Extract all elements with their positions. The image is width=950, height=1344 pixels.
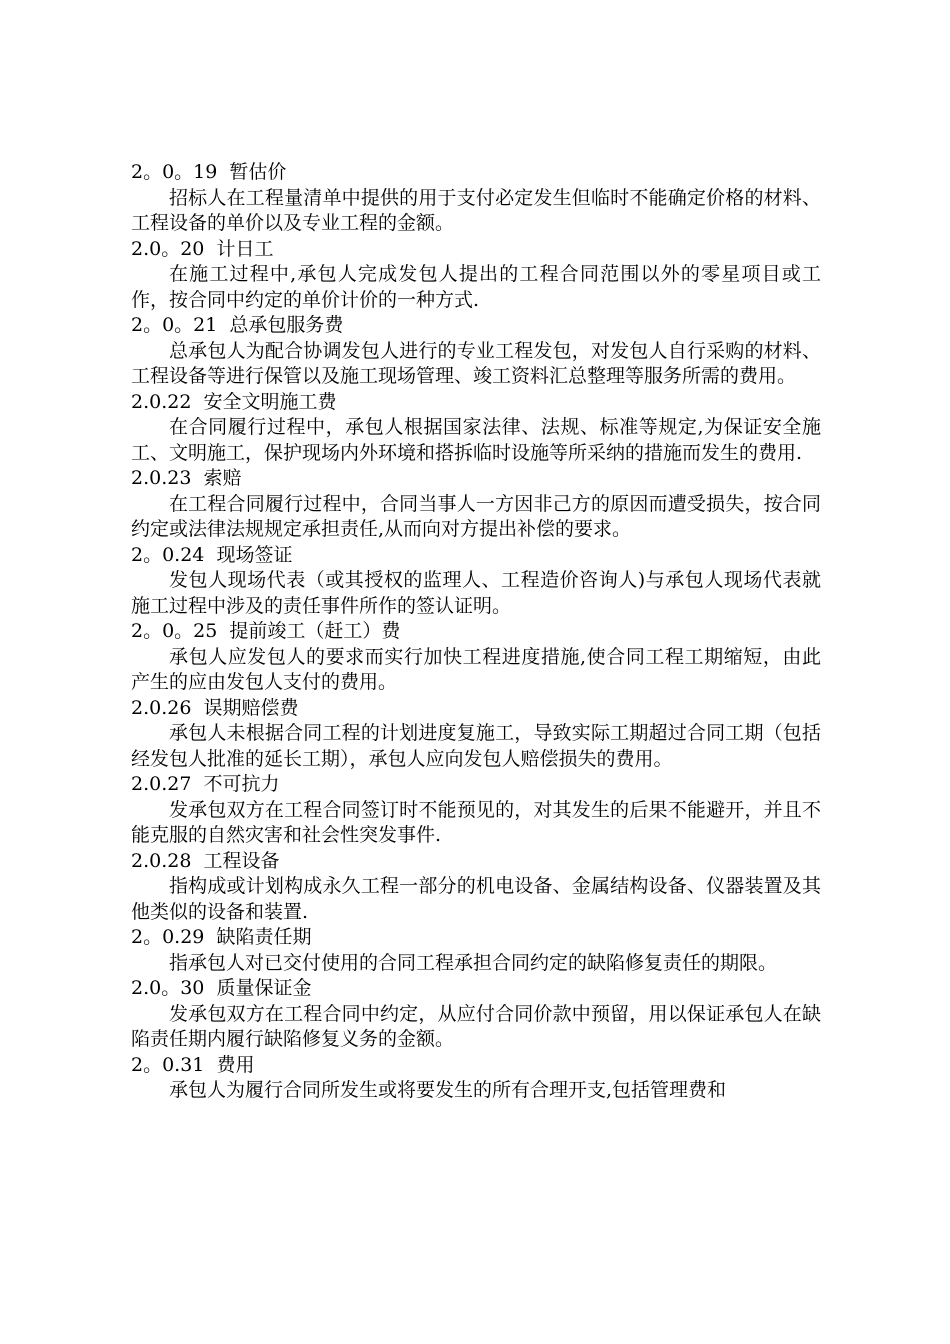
- term-heading: 2。0。25 提前竣工（赶工）费: [131, 620, 401, 642]
- term-definition: 在合同履行过程中，承包人根据国家法律、法规、标准等规定,为保证安全施工、文明施工，保护现场内外环境和搭拆临时设施等所采纳的措施而发生的费用.: [131, 416, 821, 464]
- term-entry: [131, 849, 821, 926]
- term-entry: [131, 696, 821, 773]
- term-heading: 2.0.23 索赔: [131, 467, 242, 489]
- term-definition: 承包人为履行合同所发生或将要发生的所有合理开支,包括管理费和: [169, 1079, 727, 1101]
- term-entry: [131, 1053, 821, 1104]
- term-heading: 2。0。21 总承包服务费: [131, 314, 344, 336]
- term-definition: 在施工过程中,承包人完成发包人提出的工程合同范围以外的零星项目或工作，按合同中约定的单价计价的一种方式.: [131, 263, 821, 311]
- term-definition: 发包人现场代表（或其授权的监理人、工程造价咨询人)与承包人现场代表就施工过程中涉及的责任事件所作的签认证明。: [131, 569, 821, 617]
- term-heading: 2.0.26 误期赔偿费: [131, 696, 299, 719]
- term-definition: 发承包双方在工程合同中约定，从应付合同价款中预留，用以保证承包人在缺陷责任期内履行缺陷修复义务的金额。: [131, 1002, 821, 1050]
- term-definition: 指构成或计划构成永久工程一部分的机电设备、金属结构设备、仪器装置及其他类似的设备和装置.: [131, 875, 821, 923]
- term-definition: 承包人应发包人的要求而实行加快工程进度措施,使合同工程工期缩短，由此产生的应由发包人支付的费用。: [131, 645, 821, 693]
- term-definition: 指承包人对已交付使用的合同工程承担合同约定的缺陷修复责任的期限。: [169, 951, 778, 974]
- term-definition: 在工程合同履行过程中，合同当事人一方因非己方的原因而遭受损失，按合同约定或法律法规规定承担责任,从而向对方提出补偿的要求。: [131, 492, 821, 540]
- term-heading: 2.0.22 安全文明施工费: [131, 390, 337, 413]
- term-entry: [131, 925, 821, 976]
- term-entry: [131, 619, 821, 696]
- term-heading: 2.0。20 计日工: [131, 237, 274, 260]
- term-entry: [131, 976, 821, 1053]
- term-definition: 总承包人为配合协调发包人进行的专业工程发包，对发包人自行采购的材料、工程设备等进行保管以及施工现场管理、竣工资料汇总整理等服务所需的费用。: [131, 339, 821, 387]
- term-entry: [131, 160, 821, 237]
- term-heading: 2。0.29 缺陷责任期: [131, 926, 312, 948]
- term-heading: 2.0.28 工程设备: [131, 849, 280, 872]
- term-definition: 招标人在工程量清单中提供的用于支付必定发生但临时不能确定价格的材料、工程设备的单价以及专业工程的金额。: [131, 186, 821, 234]
- term-definition: 承包人未根据合同工程的计划进度复施工，导致实际工期超过合同工期（包括经发包人批准的延长工期），承包人应向发包人赔偿损失的费用。: [131, 722, 821, 770]
- term-entry: [131, 466, 821, 543]
- term-entry: [131, 772, 821, 849]
- term-heading: 2.0.27 不可抗力: [131, 773, 280, 795]
- term-entry: [131, 237, 821, 314]
- document-page: [131, 160, 821, 1104]
- term-definition: 发承包双方在工程合同签订时不能预见的，对其发生的后果不能避开，并且不能克服的自然灾害和社会性突发事件.: [131, 798, 821, 846]
- term-entry: [131, 543, 821, 620]
- term-entry: [131, 313, 821, 390]
- term-heading: 2。0。19 暂估价: [131, 161, 287, 183]
- term-heading: 2.0。30 质量保证金: [131, 977, 312, 999]
- term-entry: [131, 390, 821, 467]
- term-heading: 2。0.31 费用: [131, 1053, 255, 1076]
- term-heading: 2。0.24 现场签证: [131, 543, 293, 566]
